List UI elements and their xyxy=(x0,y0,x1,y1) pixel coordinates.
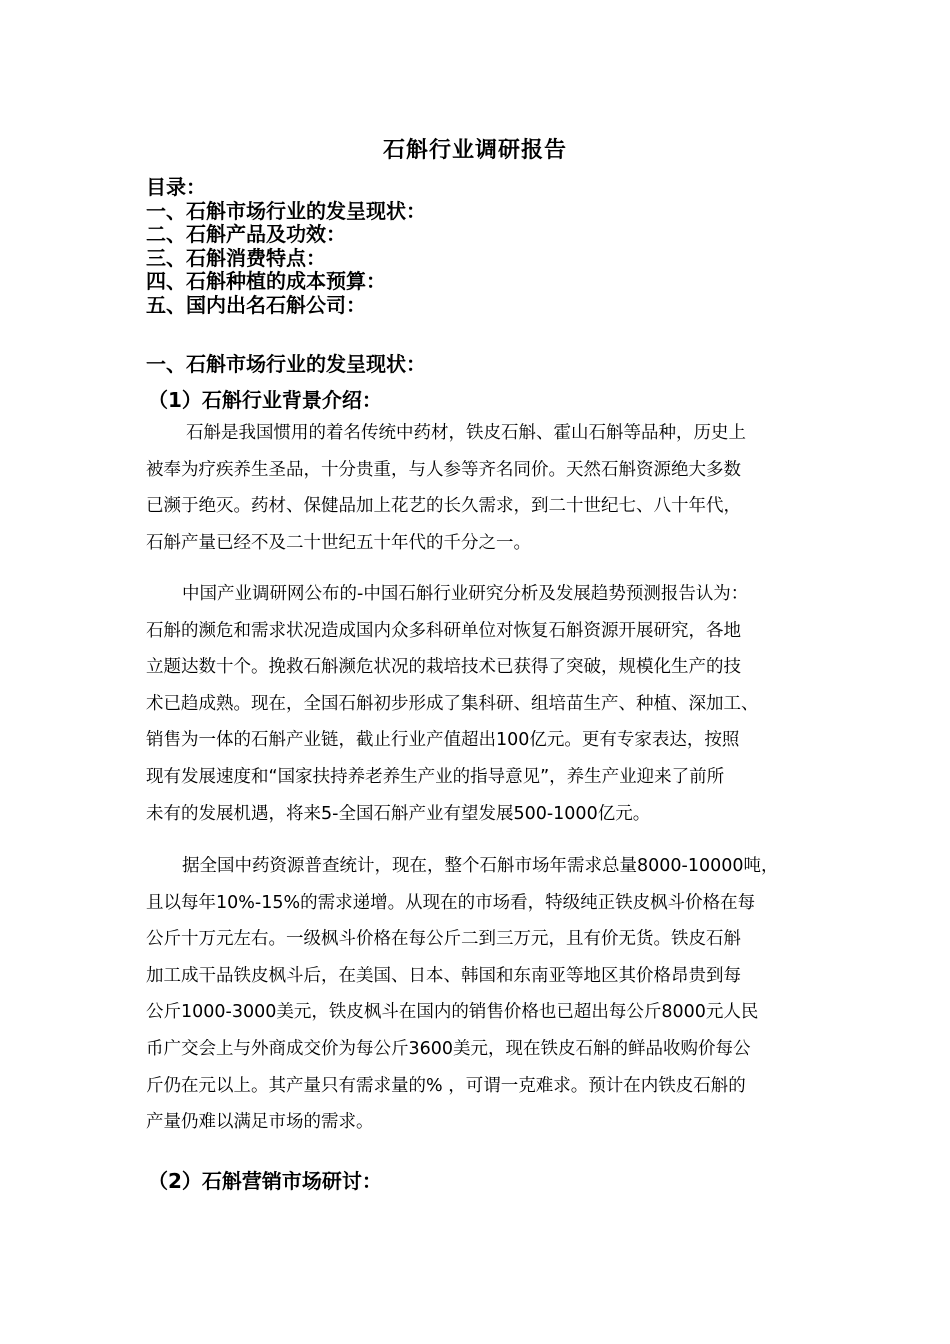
toc-item: 四、石斛种植的成本预算： xyxy=(146,269,386,293)
paragraph-line: 石斛的濒危和需求状况造成国内众多科研单位对恢复石斛资源开展研究，各地 xyxy=(146,620,741,641)
paragraph-line: 术已趋成熟。现在，全国石斛初步形成了集科研、组培苗生产、种植、深加工、 xyxy=(146,693,759,714)
paragraph xyxy=(146,415,816,561)
paragraph-line: 据全国中药资源普查统计，现在，整个石斛市场年需求总量8000-10000吨， xyxy=(182,856,779,876)
paragraph-line: 加工成干品铁皮枫斗后，在美国、日本、韩国和东南亚等地区其价格昂贵到每 xyxy=(146,965,741,986)
paragraph xyxy=(146,848,816,1141)
toc-item: 五、国内出名石斛公司： xyxy=(146,292,366,317)
paragraph-line: 中国产业调研网公布的-中国石斛行业研究分析及发展趋势预测报告认为： xyxy=(182,584,749,604)
table-of-contents xyxy=(146,176,806,317)
paragraph-line: 石斛产量已经不及二十世纪五十年代的千分之一。 xyxy=(146,532,531,553)
paragraph-line: 销售为一体的石斛产业链，截止行业产值超出100亿元。更有专家表达，按照 xyxy=(146,730,740,751)
paragraph-line: 斤仍在元以上。其产量只有需求量的% ，可谓一克难求。预计在内铁皮石斛的 xyxy=(146,1075,746,1096)
section-heading: 一、石斛市场行业的发呈现状： xyxy=(146,352,426,376)
toc-item: 一、石斛市场行业的发呈现状： xyxy=(146,198,426,223)
paragraph-line: 立题达数十个。挽救石斛濒危状况的栽培技术已获得了突破，规模化生产的技 xyxy=(146,657,741,678)
paragraph-line: 现有发展速度和“国家扶持养老养生产业的指导意见”，养生产业迎来了前所 xyxy=(146,766,725,787)
paragraph-line: 石斛是我国惯用的着名传统中药材，铁皮石斛、霍山石斛等品种，历史上 xyxy=(186,423,746,443)
paragraph-line: 公斤十万元左右。一级枫斗价格在每公斤二到三万元，且有价无货。铁皮石斛 xyxy=(146,929,741,950)
paragraph-line: 且以每年10%-15%的需求递增。从现在的市场看，特级纯正铁皮枫斗价格在每 xyxy=(146,892,756,913)
paragraph-line: 未有的发展机遇，将来5-全国石斛产业有望发展500-1000亿元。 xyxy=(146,803,651,824)
toc-item: 三、石斛消费特点： xyxy=(146,245,326,270)
subsection-heading: （2）石斛营销市场研讨： xyxy=(148,1169,382,1193)
toc-item: 二、石斛产品及功效： xyxy=(146,222,346,246)
toc-heading: 目录： xyxy=(146,175,206,199)
paragraph-line: 币广交会上与外商成交价为每公斤3600美元，现在铁皮石斛的鲜品收购价每公 xyxy=(146,1038,751,1059)
paragraph-line: 公斤1000-3000美元，铁皮枫斗在国内的销售价格也已超出每公斤8000元人民 xyxy=(146,1002,759,1023)
document-title: 石斛行业调研报告 xyxy=(382,138,567,163)
paragraph-line: 产量仍难以满足市场的需求。 xyxy=(146,1112,374,1133)
paragraph-line: 被奉为疗疾养生圣品，十分贵重，与人参等齐名同价。天然石斛资源绝大多数 xyxy=(146,459,741,480)
subsection-heading: （1）石斛行业背景介绍： xyxy=(148,388,382,412)
paragraph-line: 已濒于绝灭。药材、保健品加上花艺的长久需求，到二十世纪七、八十年代， xyxy=(146,496,741,517)
paragraph xyxy=(146,576,816,832)
